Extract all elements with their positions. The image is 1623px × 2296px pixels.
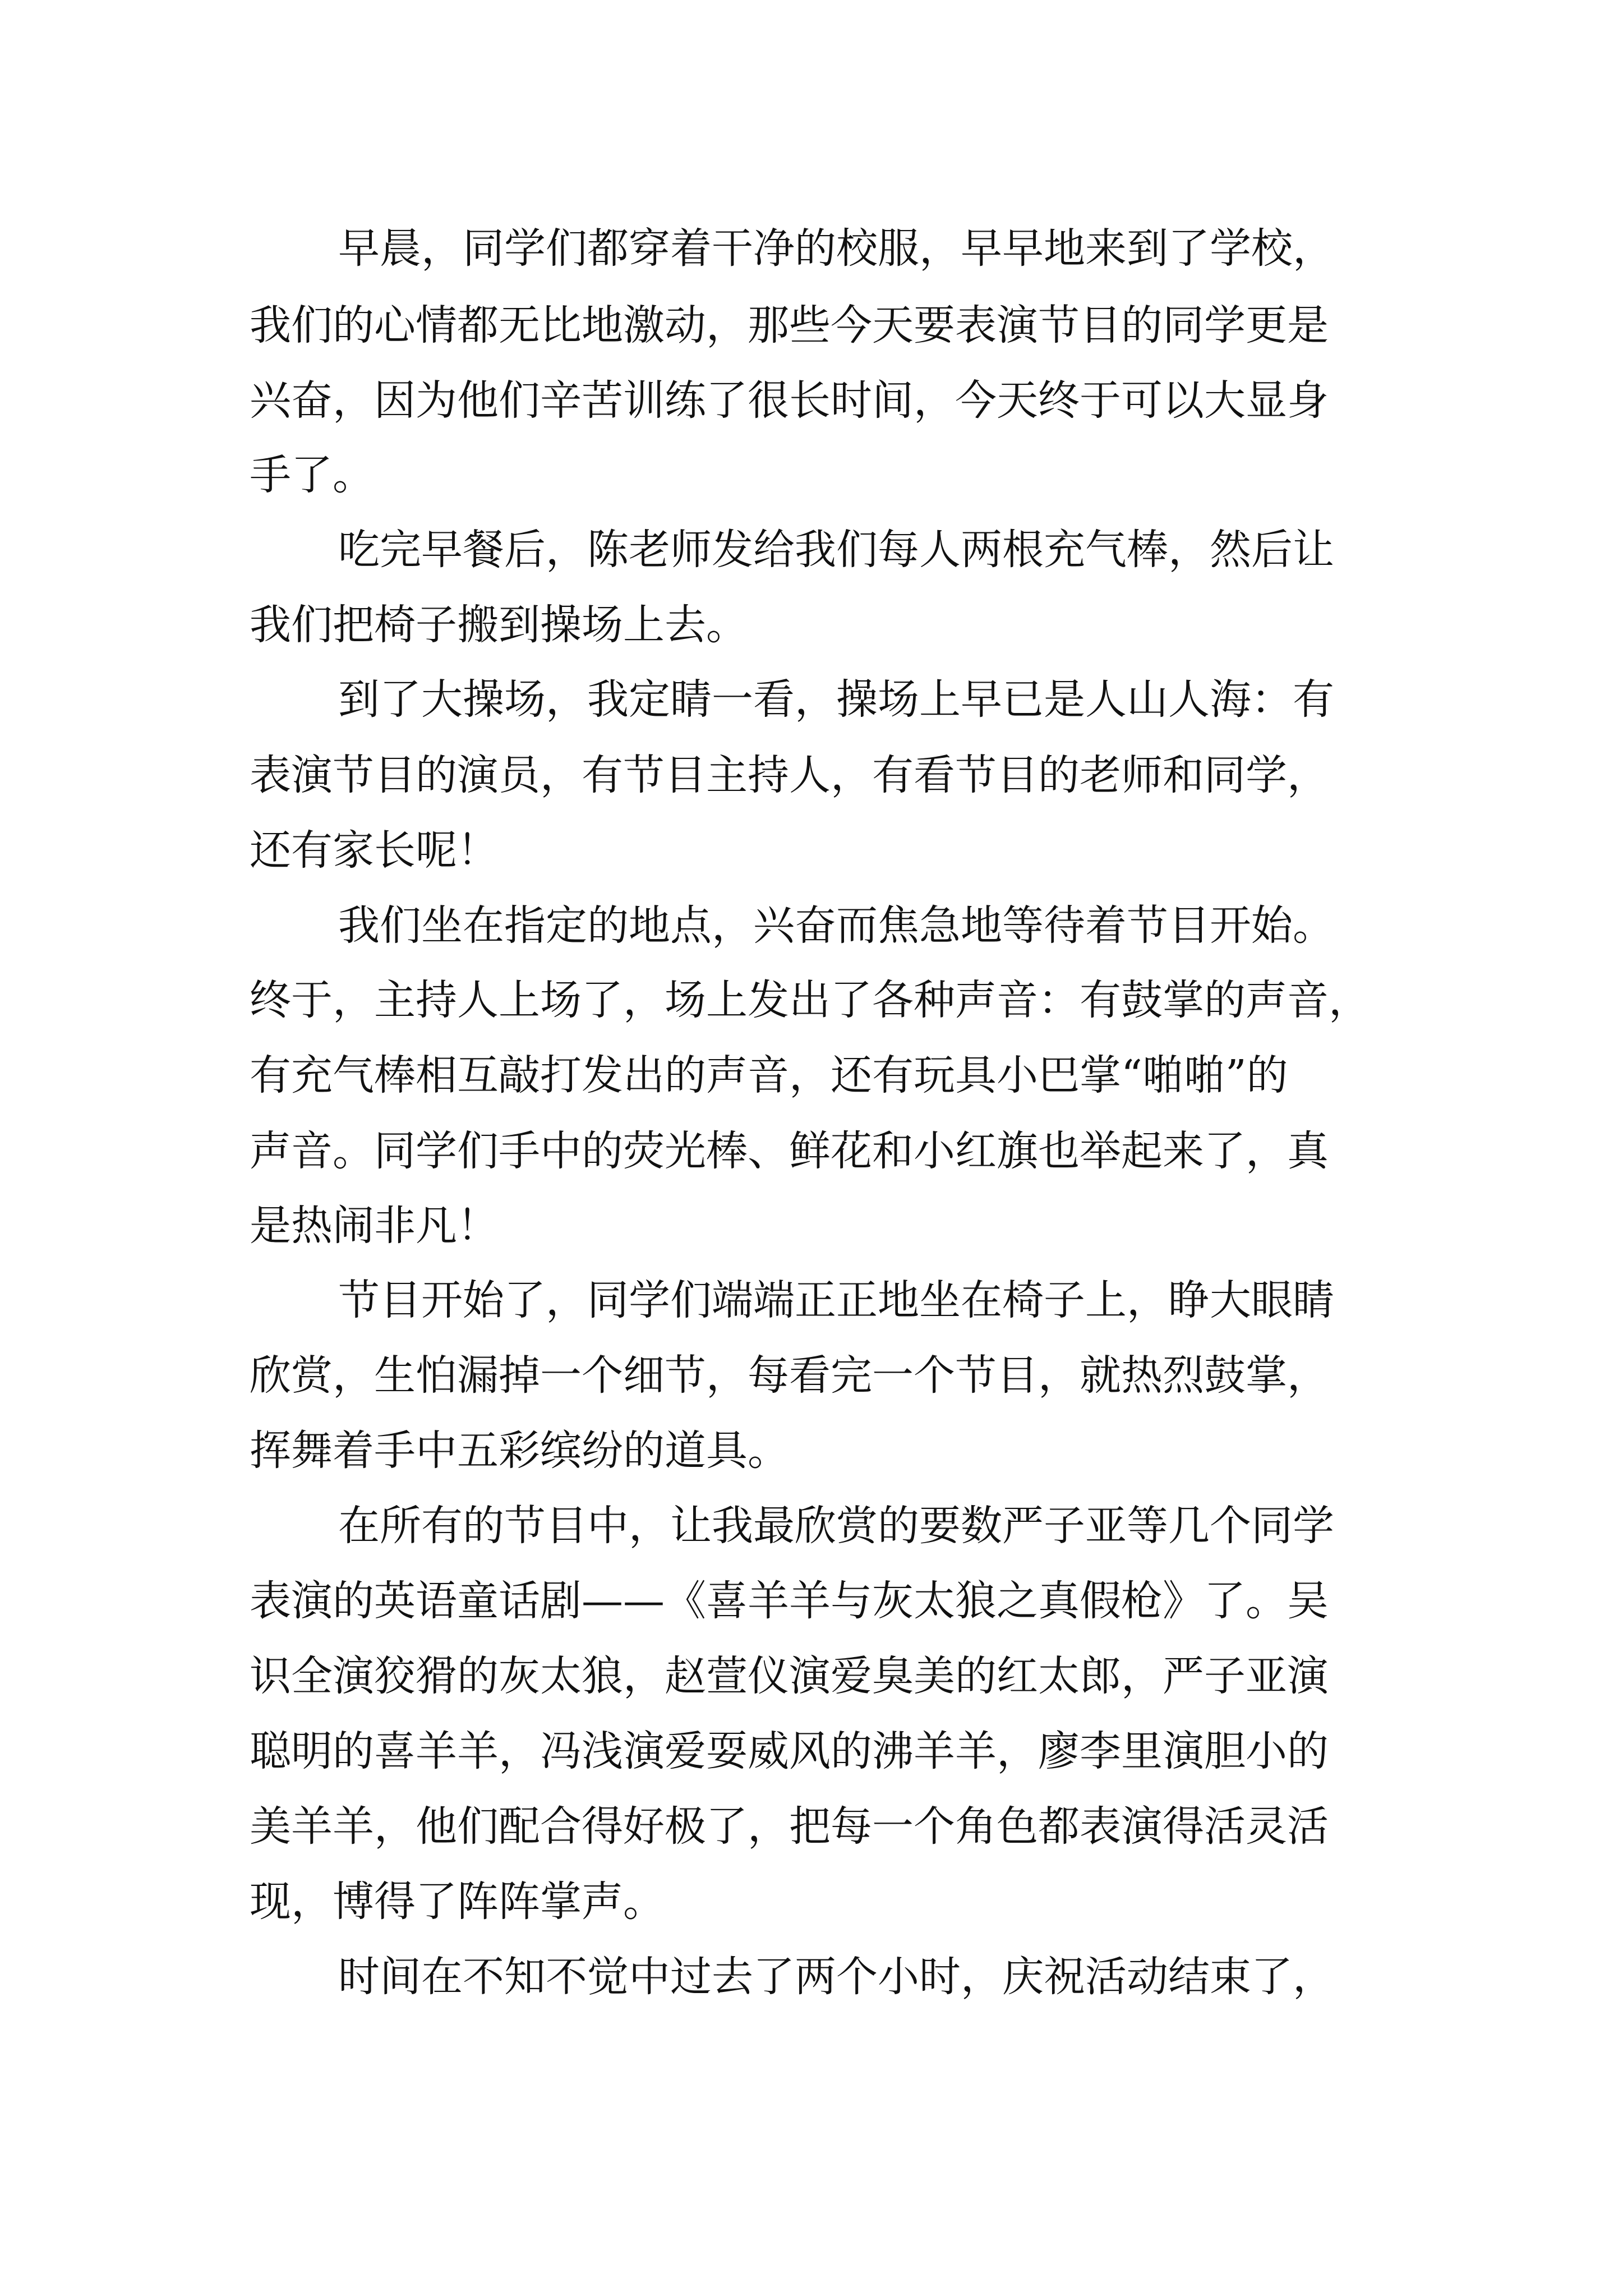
text-line: 节目开始了，同学们端端正正地坐在椅子上，睁大眼睛: [338, 1276, 1334, 1324]
text-line: 表演的英语童话剧——《喜羊羊与灰太狼之真假枪》了。吴: [250, 1577, 1329, 1625]
text-line: 我们的心情都无比地激动，那些今天要表演节目的同学更是: [250, 301, 1329, 349]
text-line: 终于，主持人上场了，场上发出了各种声音：有鼓掌的声音，: [250, 976, 1370, 1024]
text-line: 声音。同学们手中的荧光棒、鲜花和小红旗也举起来了，真: [250, 1127, 1329, 1175]
text-line: 表演节目的演员，有节目主持人，有看节目的老师和同学，: [250, 751, 1329, 799]
text-line: 美羊羊，他们配合得好极了，把每一个角色都表演得活灵活: [250, 1802, 1329, 1851]
text-line: 聪明的喜羊羊，冯浅演爱耍威风的沸羊羊，廖李里演胆小的: [250, 1727, 1329, 1775]
text-line: 是热闹非凡！: [250, 1202, 499, 1250]
text-line: 挥舞着手中五彩缤纷的道具。: [250, 1427, 789, 1475]
text-line: 现，博得了阵阵掌声。: [250, 1878, 665, 1926]
text-line: 在所有的节目中，让我最欣赏的要数严子亚等几个同学: [338, 1502, 1334, 1550]
text-line: 我们坐在指定的地点，兴奋而焦急地等待着节目开始。: [338, 901, 1334, 950]
text-line: 到了大操场，我定睛一看，操场上早已是人山人海：有: [338, 675, 1334, 724]
text-line: 我们把椅子搬到操场上去。: [250, 601, 748, 649]
text-line: 时间在不知不觉中过去了两个小时，庆祝活动结束了，: [338, 1953, 1334, 2001]
text-line: 识全演狡猾的灰太狼，赵萱仪演爱臭美的红太郎，严子亚演: [250, 1652, 1329, 1700]
text-line: 欣赏，生怕漏掉一个细节，每看完一个节目，就热烈鼓掌，: [250, 1351, 1329, 1400]
text-line: 手了。: [250, 451, 374, 499]
text-line: 早晨，同学们都穿着干净的校服，早早地来到了学校，: [338, 224, 1334, 273]
text-line: 吃完早餐后，陈老师发给我们每人两根充气棒，然后让: [338, 526, 1334, 574]
text-line: 兴奋，因为他们辛苦训练了很长时间，今天终于可以大显身: [250, 376, 1329, 425]
text-line: 还有家长呢！: [250, 826, 499, 875]
text-line: 有充气棒相互敲打发出的声音，还有玩具小巴掌“啪啪”的: [250, 1051, 1288, 1099]
